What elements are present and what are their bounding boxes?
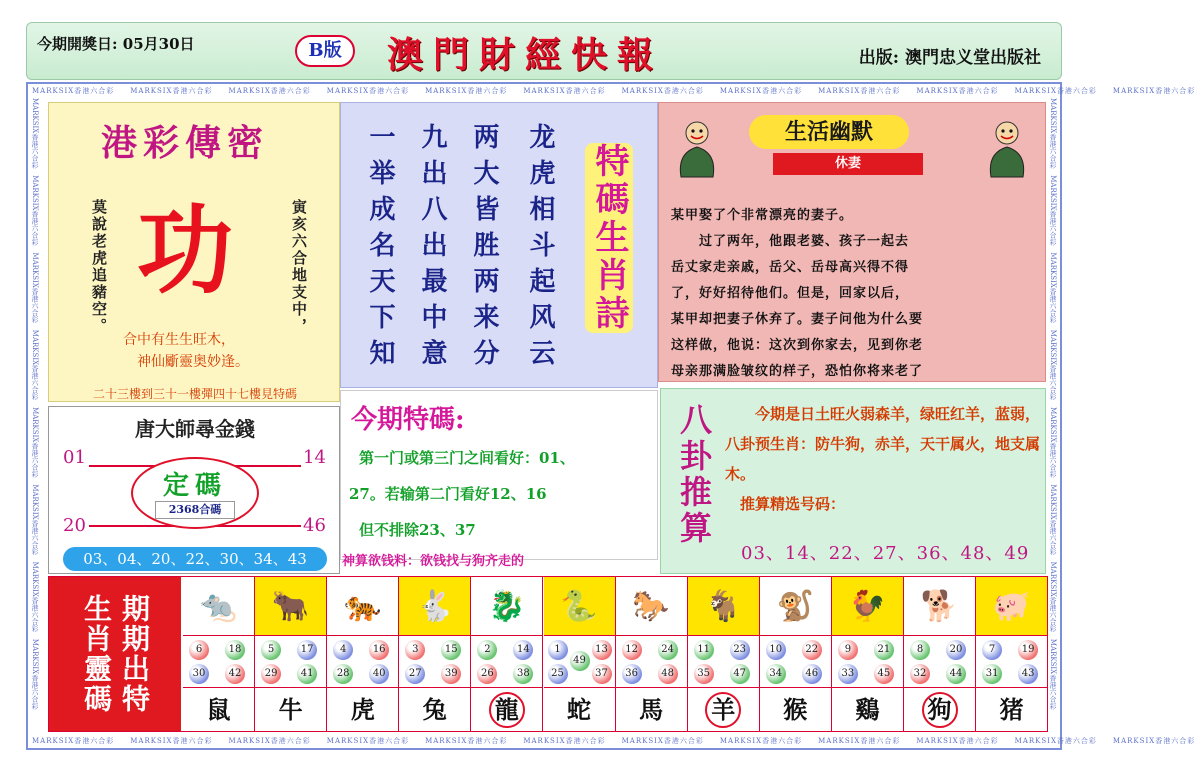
zodiac-numbers (327, 635, 399, 687)
number-ball: 23 (730, 640, 750, 660)
zodiac-name (904, 687, 976, 731)
zodiac-numbers (544, 635, 616, 687)
number-ball: 7 (982, 640, 1002, 660)
zodiac-numbers (976, 635, 1048, 687)
number-ball: 10 (766, 640, 786, 660)
money-bag-icon (985, 119, 1029, 181)
humor-title: 生活幽默 (749, 115, 909, 149)
fixed-code-label: 定碼 (162, 471, 227, 501)
bagua-label: 八卦推算 (675, 403, 713, 547)
story-line: 这样做，他说：这次到你家去，见到你老 (671, 338, 924, 353)
zodiac-numbers (255, 635, 327, 687)
verse-left: 莫說老虎追豬空。 (90, 199, 108, 335)
number-ball: 12 (622, 640, 642, 660)
dog-icon: 🐕 (904, 577, 976, 635)
horse-icon: 🐎 (616, 577, 688, 635)
publisher: 出版: 澳門忠义堂出版社 (858, 48, 1041, 68)
story-line: 过了两年，他跟老婆、孩子一起去 (671, 234, 910, 249)
zodiac-numbers (183, 635, 255, 687)
number-ball: 35 (694, 664, 714, 684)
number-ball: 29 (261, 664, 281, 684)
master-title: 唐大師尋金錢 (135, 417, 255, 441)
number-ball: 24 (658, 640, 678, 660)
master-panel (48, 406, 340, 574)
poem-tag: 特碼生肖詩 (585, 143, 633, 333)
bagua-paragraph: 今期是日土旺火弱森羊，绿旺红羊，蓝弱，八卦预生肖：防牛狗，赤羊，天干属火，地支属木。 (725, 405, 1041, 483)
number-ball: 42 (225, 664, 245, 684)
humor-panel (658, 102, 1046, 382)
table-header (49, 577, 181, 731)
number-ball: 33 (838, 664, 858, 684)
number-ball: 14 (513, 640, 533, 660)
bagua-panel (660, 388, 1046, 574)
number-ball: 30 (189, 664, 209, 684)
zodiac-name: 鷄 (832, 687, 904, 731)
rooster-icon: 🐓 (832, 577, 904, 635)
number-ball: 15 (441, 640, 461, 660)
number-bottom-left: 20 (63, 515, 86, 536)
number-ball: 1 (548, 640, 568, 660)
secret-title: 港彩傳密 (101, 122, 270, 164)
border-strip-bottom: MARKSIX香港六合彩 MARKSIX香港六合彩 MARKSIX香港六合彩 MARKSIX香港六合彩 MARKSIX香港六合彩 MARKSIX香港六合彩 MARKSIX香港六合彩 MARKSIX香港六合彩 MARKSIX香港六合彩 MARKSIX香港六合彩 MARKSIX香港六合彩 MARKSIX香港六合彩 (32, 737, 1195, 745)
secret-panel (48, 102, 340, 402)
big-character: 功 (137, 194, 233, 307)
monkey-icon: 🐒 (760, 577, 832, 635)
number-ball: 20 (946, 640, 966, 660)
special-line-2: 27。若输第二门看好12、16 (349, 485, 547, 503)
verse-line-1: 合中有生生旺木， (123, 332, 235, 348)
zodiac-numbers (760, 635, 832, 687)
zodiac-table (48, 576, 1048, 732)
zodiac-numbers (471, 635, 543, 687)
snake-icon: 🐍 (544, 577, 616, 635)
draw-date: 今期開獎日: 05月30日 (37, 35, 195, 53)
number-ball: 34 (766, 664, 786, 684)
zodiac-numbers (832, 635, 904, 687)
border-strip-right: MARKSIX香港六合彩 MARKSIX香港六合彩 MARKSIX香港六合彩 MARKSIX香港六合彩 MARKSIX香港六合彩 MARKSIX香港六合彩 MARKSIX香港六合彩 MARKSIX香港六合彩 (1049, 98, 1057, 710)
number-ball: 47 (730, 664, 750, 684)
tiger-icon: 🐅 (327, 577, 399, 635)
masthead-title: 澳門財經快報 (387, 34, 664, 76)
story-line: 某甲却把妻子休弃了。妻子问他为什么要 (671, 312, 924, 327)
number-ball: 27 (405, 664, 425, 684)
number-ball: 38 (513, 664, 533, 684)
zodiac-poem-panel (340, 102, 658, 388)
number-ball: 16 (369, 640, 389, 660)
number-ball: 44 (946, 664, 966, 684)
page-header (26, 22, 1062, 80)
poem-column-2: 两大皆胜两来分 (469, 123, 499, 375)
edition-badge: B版 (295, 35, 355, 67)
pig-icon: 🐖 (976, 577, 1048, 635)
zodiac-numbers (399, 635, 471, 687)
zodiac-name: 猴 (760, 687, 832, 731)
fixed-code-stamp (131, 457, 259, 529)
zodiac-name: 猪 (976, 687, 1048, 731)
combo-label: 2368合碼 (155, 501, 235, 519)
divine-calc-note: 神算欲钱料：欲钱找与狗齐走的 (342, 554, 525, 569)
special-line-1: 第一门或第三门之间看好：01、 (359, 449, 575, 467)
number-ball: 19 (1018, 640, 1038, 660)
number-ball: 5 (261, 640, 281, 660)
number-ball: 2 (477, 640, 497, 660)
goat-icon: 🐐 (688, 577, 760, 635)
number-ball: 32 (910, 664, 930, 684)
number-ball: 17 (297, 640, 317, 660)
circled-zodiac: 羊 (705, 692, 741, 728)
special-line-3: 但不排除23、37 (359, 521, 476, 539)
number-ball: 4 (333, 640, 353, 660)
number-ball: 13 (592, 640, 612, 660)
special-code-title: 今期特碼: (351, 405, 465, 435)
number-ball: 46 (802, 664, 822, 684)
header-col-1: 生肖靈碼 (80, 594, 113, 714)
zodiac-name: 馬 (616, 687, 688, 731)
header-col-2: 期期出特 (118, 594, 151, 714)
floor-note: 二十三樓到三十一樓彈四十七樓見特碼 (92, 387, 297, 401)
zodiac-name (471, 687, 543, 731)
money-bag-icon (675, 119, 719, 181)
humor-story (671, 203, 1035, 411)
number-ball: 11 (694, 640, 714, 660)
border-strip-left: MARKSIX香港六合彩 MARKSIX香港六合彩 MARKSIX香港六合彩 MARKSIX香港六合彩 MARKSIX香港六合彩 MARKSIX香港六合彩 MARKSIX香港六合彩 MARKSIX香港六合彩 (31, 98, 39, 710)
number-ball: 28 (333, 664, 353, 684)
number-top-left: 01 (63, 447, 86, 468)
bagua-calc: 推算精选号码： (725, 495, 846, 513)
number-ball: 6 (189, 640, 209, 660)
number-ball: 3 (405, 640, 425, 660)
number-bottom-right: 46 (303, 515, 326, 536)
number-ball: 9 (838, 640, 858, 660)
special-code-panel (340, 390, 658, 560)
number-ball: 36 (622, 664, 642, 684)
rat-icon: 🐀 (183, 577, 255, 635)
number-ball: 39 (441, 664, 461, 684)
ox-icon: 🐂 (255, 577, 327, 635)
zodiac-name: 鼠 (183, 687, 255, 731)
story-line: 某甲娶了个非常漂亮的妻子。 (671, 208, 854, 223)
number-ball: 41 (297, 664, 317, 684)
story-line: 了，好好招待他们。但是，回家以后， (671, 286, 910, 301)
zodiac-numbers (904, 635, 976, 687)
bagua-text (725, 399, 1041, 519)
zodiac-name (688, 687, 760, 731)
verse-right: 寅亥六合地支中， (290, 199, 308, 335)
zodiac-name: 蛇 (544, 687, 616, 731)
dragon-icon: 🐉 (471, 577, 543, 635)
humor-subtitle: 休妻 (773, 153, 923, 175)
circled-zodiac: 龍 (489, 692, 525, 728)
number-ball: 26 (477, 664, 497, 684)
number-ball: 49 (570, 651, 590, 671)
number-ball: 25 (548, 664, 568, 684)
poem-column-1: 龙虎相斗起风云 (525, 123, 555, 375)
number-ball: 37 (592, 664, 612, 684)
zodiac-numbers (616, 635, 688, 687)
zodiac-name: 牛 (255, 687, 327, 731)
zodiac-name: 兔 (399, 687, 471, 731)
rabbit-icon: 🐇 (399, 577, 471, 635)
content-frame (26, 82, 1195, 750)
border-strip-top: MARKSIX香港六合彩 MARKSIX香港六合彩 MARKSIX香港六合彩 MARKSIX香港六合彩 MARKSIX香港六合彩 MARKSIX香港六合彩 MARKSIX香港六合彩 MARKSIX香港六合彩 MARKSIX香港六合彩 MARKSIX香港六合彩 MARKSIX香港六合彩 MARKSIX香港六合彩 (32, 87, 1195, 95)
verse-line-2: 神仙斸靈奥妙逢。 (137, 354, 249, 370)
story-line: 母亲那满脸皱纹的样子，恐怕你将来老了 (671, 364, 924, 379)
number-ball: 31 (982, 664, 1002, 684)
story-line: 岳丈家走亲戚，岳父、岳母高兴得不得 (671, 260, 910, 275)
poem-column-4: 一举成名天下知 (365, 123, 395, 375)
number-ball: 48 (658, 664, 678, 684)
poem-column-3: 九出八出最中意 (417, 123, 447, 375)
zodiac-numbers (688, 635, 760, 687)
number-ball: 8 (910, 640, 930, 660)
number-ball: 45 (874, 664, 894, 684)
number-ball: 43 (1018, 664, 1038, 684)
number-ball: 22 (802, 640, 822, 660)
bagua-numbers: 03、14、22、27、36、48、49 (741, 543, 1030, 564)
circled-zodiac: 狗 (922, 692, 958, 728)
number-ball: 40 (369, 664, 389, 684)
number-top-right: 14 (303, 447, 326, 468)
number-bar: 03、04、20、22、30、34、43 (63, 547, 327, 571)
zodiac-name: 虎 (327, 687, 399, 731)
number-ball: 18 (225, 640, 245, 660)
number-ball: 21 (874, 640, 894, 660)
